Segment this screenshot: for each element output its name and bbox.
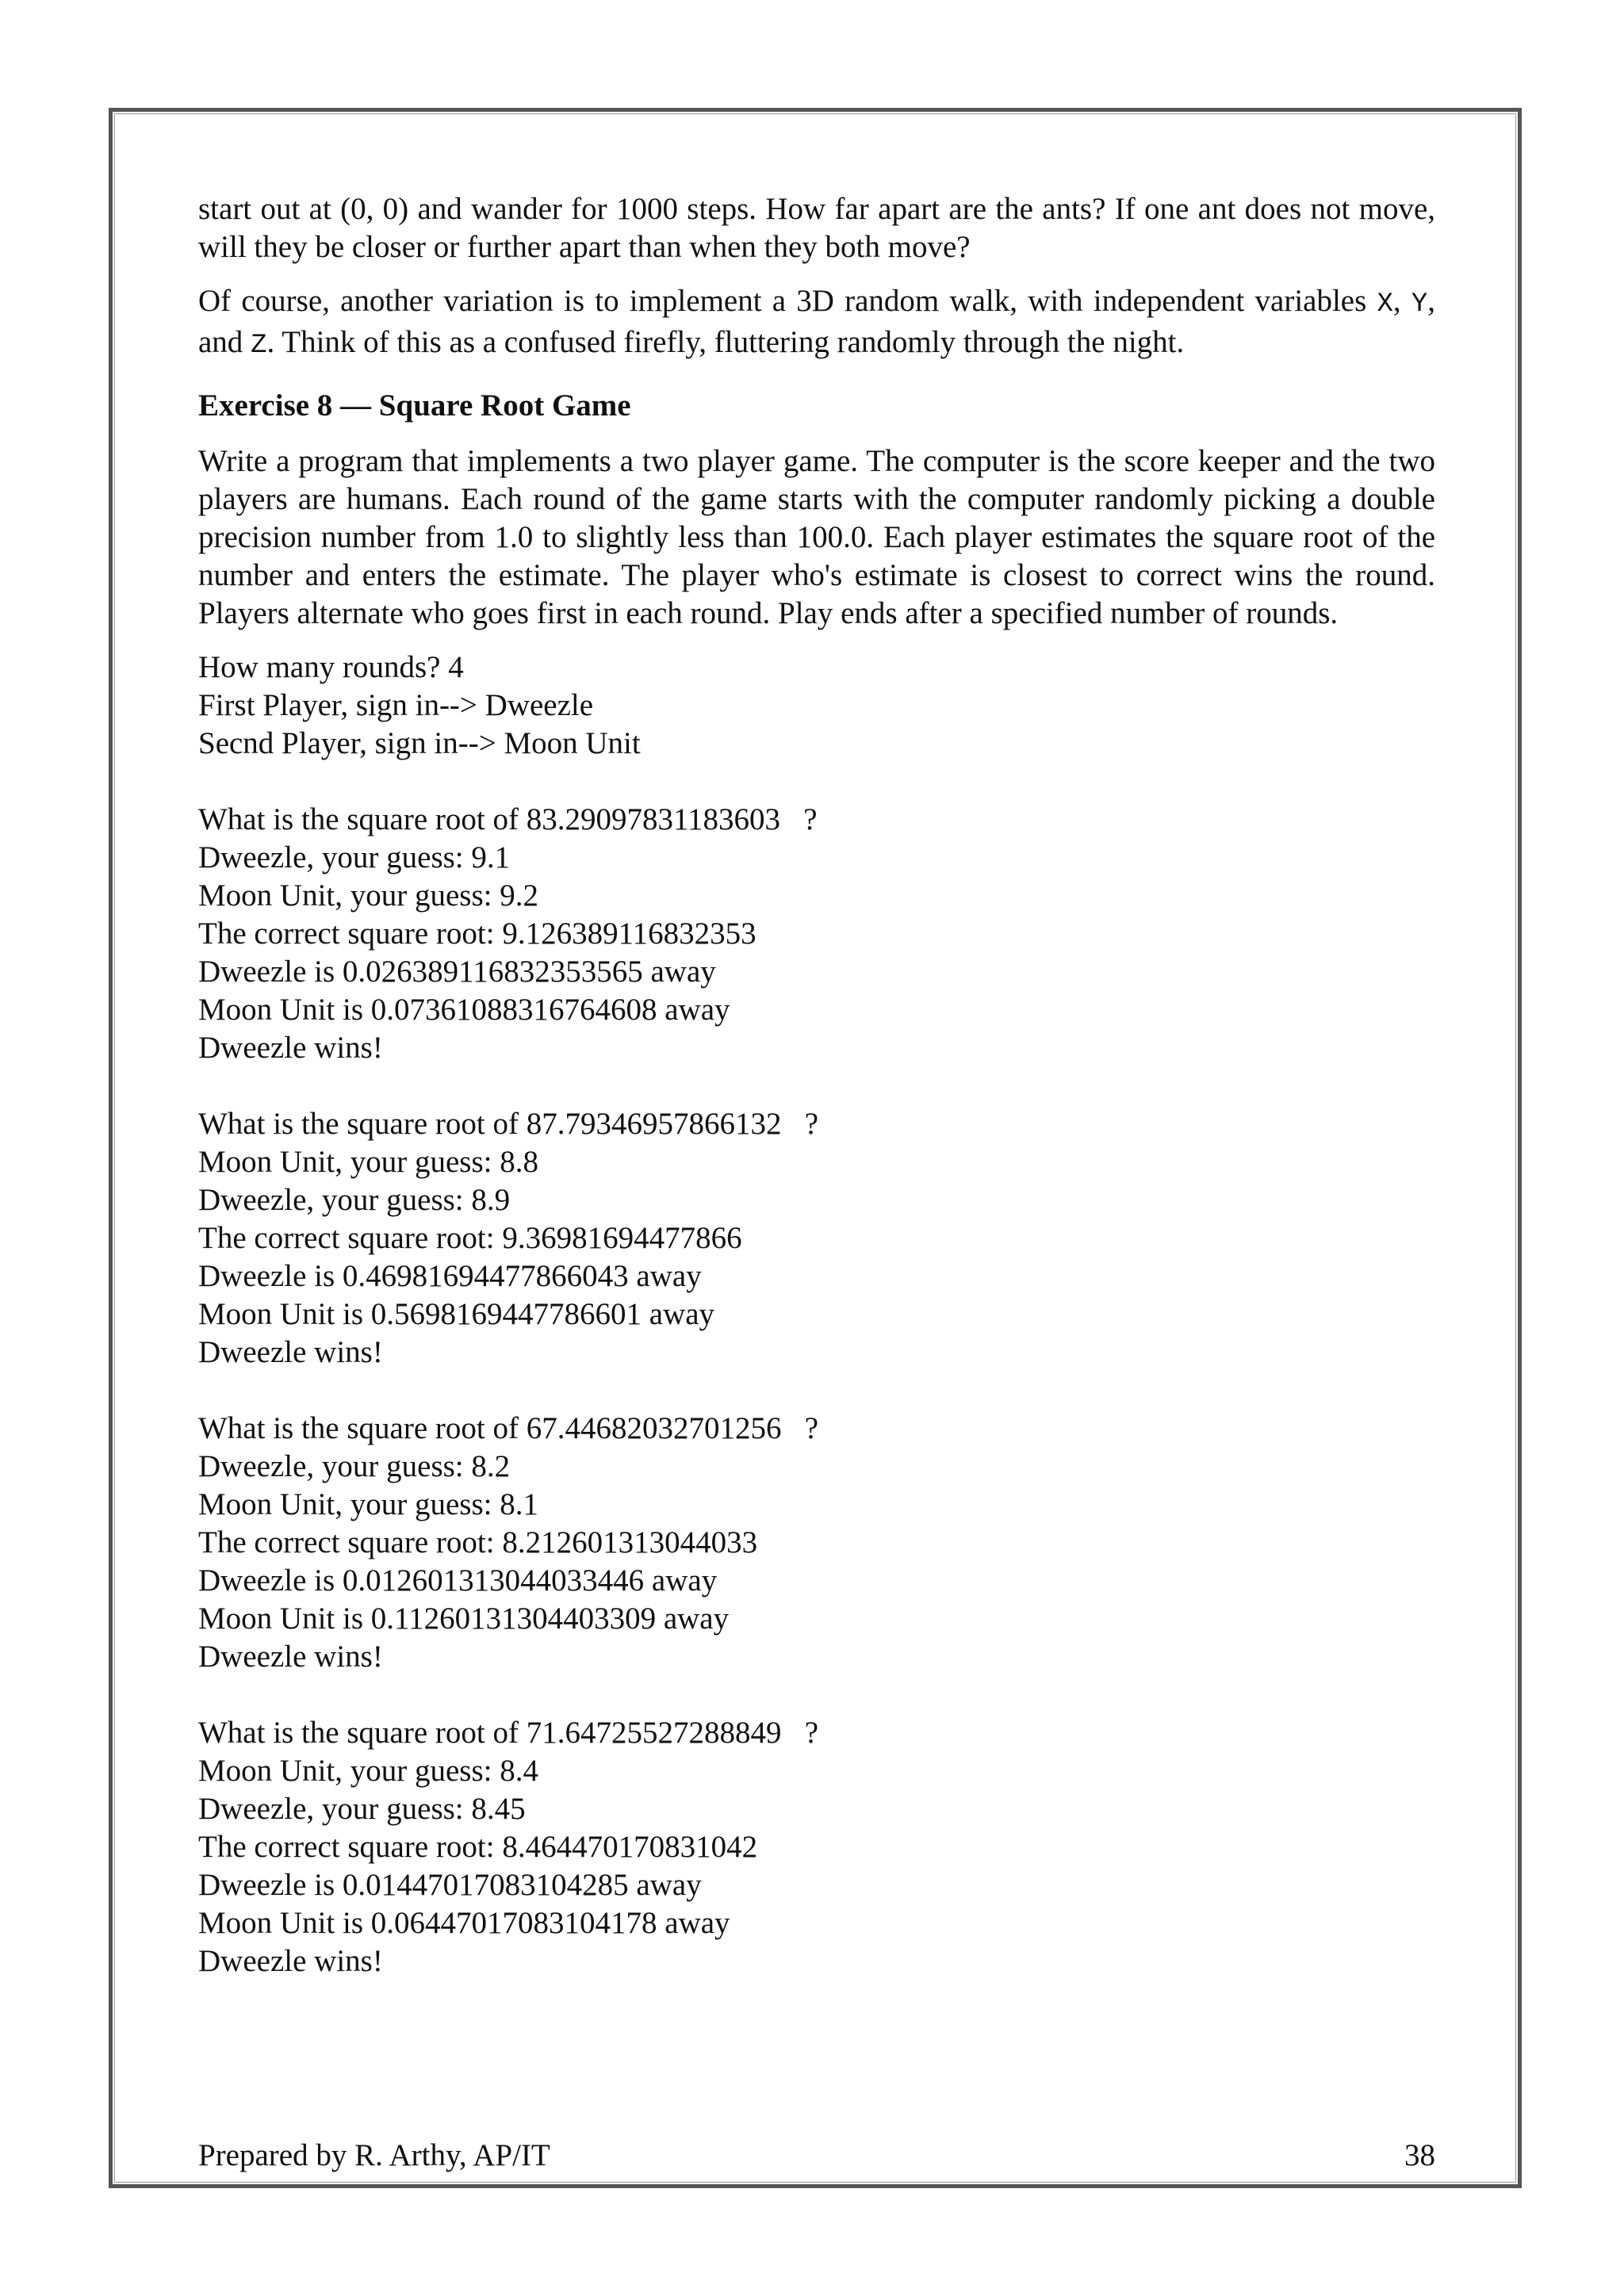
variable-z: Z: [251, 331, 267, 361]
round-guess: Dweezle, your guess: 8.45: [198, 1792, 526, 1826]
round-guess: Dweezle, your guess: 8.2: [198, 1449, 511, 1483]
intro-paragraph-2-end: . Think of this as a confused firefly, fluttering randomly through the night.: [266, 325, 1185, 359]
round-winner: Dweezle wins!: [198, 1031, 383, 1065]
round-distance: Dweezle is 0.012601313044033446 away: [198, 1563, 718, 1598]
round-winner: Dweezle wins!: [198, 1335, 383, 1369]
round-question: What is the square root of 71.64725527288849 ?: [198, 1716, 819, 1750]
round-distance: Moon Unit is 0.07361088316764608 away: [198, 993, 730, 1027]
separator-2: , and: [198, 284, 1436, 359]
round-distance: Dweezle is 0.026389116832353565 away: [198, 955, 716, 989]
page-content: [198, 190, 1435, 1980]
round-distance: Moon Unit is 0.5698169447786601 away: [198, 1297, 715, 1331]
variable-y: Y: [1411, 289, 1428, 320]
round-block: [198, 1105, 1435, 1372]
variable-x: X: [1377, 289, 1393, 320]
round-question: What is the square root of 87.79346957866132 ?: [198, 1107, 819, 1141]
round-guess: Moon Unit, your guess: 8.8: [198, 1145, 538, 1179]
round-block: [198, 1410, 1435, 1676]
round-block: [198, 1714, 1435, 1980]
intro-paragraph-2-start: Of course, another variation is to implement a 3D random walk, with independent variables: [198, 284, 1377, 318]
round-question: What is the square root of 83.29097831183603 ?: [198, 802, 818, 836]
sample-session: [198, 649, 1435, 1980]
round-correct-answer: The correct square root: 8.464470170831042: [198, 1830, 758, 1864]
round-question: What is the square root of 67.44682032701256 ?: [198, 1411, 819, 1445]
round-winner: Dweezle wins!: [198, 1944, 383, 1978]
round-guess: Dweezle, your guess: 8.9: [198, 1183, 511, 1217]
footer-author: Prepared by R. Arthy, AP/IT: [198, 2138, 550, 2172]
round-distance: Moon Unit is 0.11260131304403309 away: [198, 1601, 730, 1636]
round-distance: Dweezle is 0.01447017083104285 away: [198, 1868, 702, 1902]
player2-signin: Secnd Player, sign in--> Moon Unit: [198, 726, 641, 760]
player1-signin: First Player, sign in--> Dweezle: [198, 688, 594, 722]
separator-1: ,: [1392, 284, 1411, 318]
round-guess: Dweezle, your guess: 9.1: [198, 840, 511, 874]
page-number: 38: [1404, 2138, 1435, 2172]
rounds-prompt: How many rounds? 4: [198, 650, 464, 684]
round-block: [198, 801, 1435, 1067]
round-guess: Moon Unit, your guess: 9.2: [198, 878, 538, 913]
intro-paragraph-2: [198, 282, 1435, 365]
round-winner: Dweezle wins!: [198, 1640, 383, 1674]
exercise-description: Write a program that implements a two player game. The computer is the score keeper and the two players are humans. Each round of the game starts with the computer randomly picking a double precision number from 1.0 to slightly less than 100.0. Each player estimates the square root of the number and enters the estimate. The player who's estimate is closest to correct wins the round. Players alternate who goes first in each round. Play ends after a specified number of rounds.: [198, 444, 1435, 630]
round-guess: Moon Unit, your guess: 8.1: [198, 1487, 538, 1521]
round-guess: Moon Unit, your guess: 8.4: [198, 1754, 538, 1788]
round-correct-answer: The correct square root: 8.212601313044033: [198, 1525, 758, 1559]
intro-paragraph-1: start out at (0, 0) and wander for 1000 steps. How far apart are the ants? If one ant does not move, will they be closer or further apart than when they both move?: [198, 192, 1435, 264]
round-distance: Moon Unit is 0.06447017083104178 away: [198, 1906, 730, 1940]
round-distance: Dweezle is 0.46981694477866043 away: [198, 1259, 702, 1293]
page-footer: [198, 2137, 1435, 2175]
round-correct-answer: The correct square root: 9.126389116832353: [198, 916, 756, 951]
exercise-heading: Exercise 8 — Square Root Game: [198, 388, 631, 423]
round-correct-answer: The correct square root: 9.36981694477866: [198, 1221, 742, 1255]
